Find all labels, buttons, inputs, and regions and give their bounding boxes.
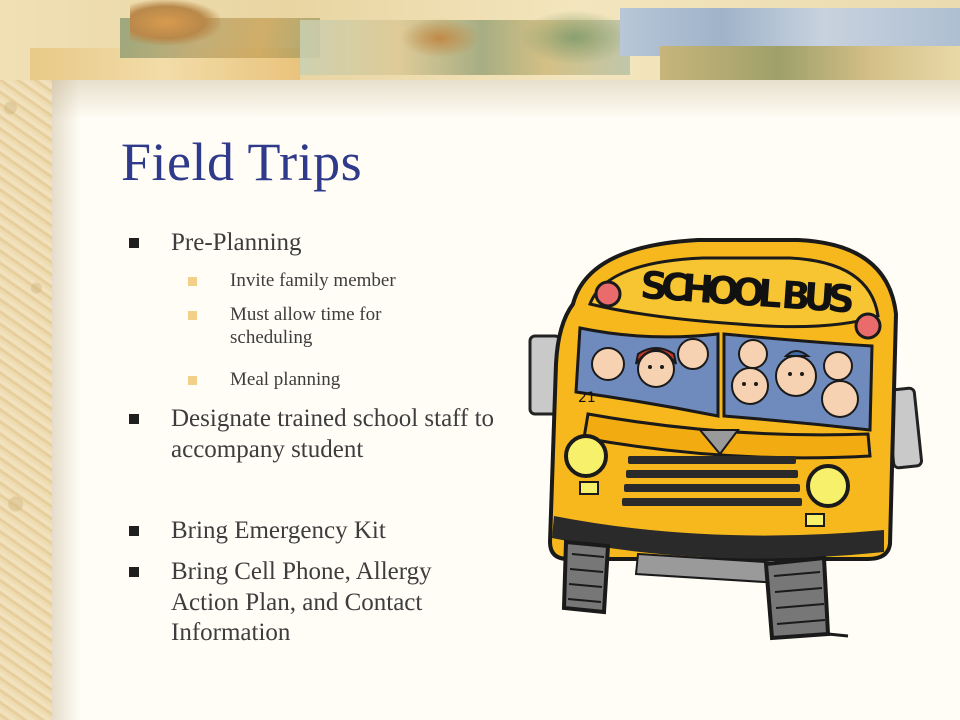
bullet-marker xyxy=(129,567,139,577)
bullet-designate-staff xyxy=(171,404,501,465)
bus-number: 21 xyxy=(578,390,596,406)
bullet-marker xyxy=(129,238,139,248)
banner-shadow xyxy=(52,80,960,120)
sub-bullet-meal-planning xyxy=(230,368,490,391)
school-bus-illustration xyxy=(528,224,928,654)
bullet-marker xyxy=(129,526,139,536)
bullet-text: Pre-Planning xyxy=(171,229,302,256)
parchment-border xyxy=(0,0,52,720)
bullet-emergency-kit xyxy=(171,516,501,547)
bullet-text: Designate trained school staff to accompany student xyxy=(171,405,495,463)
bullet-text: Bring Emergency Kit xyxy=(171,517,386,544)
bullet-text: Bring Cell Phone, Allergy Action Plan, and Contact Information xyxy=(171,558,432,646)
bus-sign-text: SCHOOL BUS xyxy=(638,262,857,322)
sub-bullet-time-scheduling xyxy=(230,303,460,349)
sub-bullet-text: Meal planning xyxy=(230,369,341,390)
bullet-marker xyxy=(129,414,139,424)
leaf-banner xyxy=(0,0,960,80)
sub-bullet-marker xyxy=(188,277,197,286)
slide-title: Field Trips xyxy=(121,132,363,192)
sub-bullet-marker xyxy=(188,311,197,320)
sub-bullet-text: Must allow time for scheduling xyxy=(230,304,382,349)
sub-bullet-invite-family xyxy=(230,269,490,292)
sub-bullet-text: Invite family member xyxy=(230,270,396,291)
bullet-pre-planning xyxy=(171,228,501,259)
bullet-cell-phone xyxy=(171,557,501,649)
sub-bullet-marker xyxy=(188,376,197,385)
